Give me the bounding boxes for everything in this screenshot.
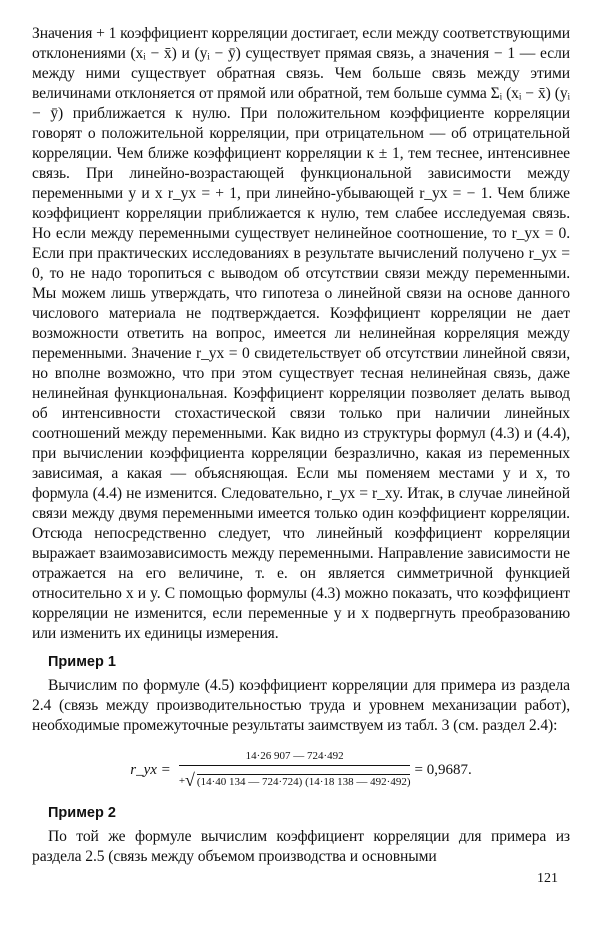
formula-fraction	[179, 750, 411, 791]
example-1-paragraph: Вычислим по формуле (4.5) коэффициент корреляции для примера из раздела 2.4 (связь между производительностью труда и уровнем механизации работ), необходимые промежуточные результаты заимствуем из табл. 3 (см. раздел 2.4):	[32, 677, 570, 734]
square-root-icon: √	[185, 770, 195, 790]
body-text	[32, 24, 570, 644]
page-number: 121	[537, 871, 558, 886]
correlation-formula	[32, 750, 570, 791]
example-1-heading: Пример 1	[48, 654, 116, 670]
example-2-paragraph: По той же формуле вычислим коэффициент корреляции для примера из раздела 2.5 (связь между объемом производства и основными	[32, 828, 570, 865]
formula-lhs: r_yx =	[130, 762, 171, 778]
formula-denominator	[179, 766, 411, 791]
example-1-text	[32, 676, 570, 736]
denominator-sign: +	[178, 774, 186, 787]
example-2-heading: Пример 2	[48, 805, 116, 821]
formula-radicand: (14·40 134 — 724·724) (14·18 138 — 492·492)	[196, 775, 411, 788]
example-2-text	[32, 827, 570, 867]
paragraph-correlation-explanation: Значения + 1 коэффициент корреляции достигает, если между соответствующими отклонениями (xᵢ − x̄) и (yᵢ − ȳ) существует прямая связь, а значения − 1 — если между ними существует обратная связь. Чем больше связь между этими величинами отклоняется от прямой или обратной, тем больше сумма Σᵢ (xᵢ − x̄) (yᵢ − ȳ) приближается к нулю. При положительном коэффициенте корреляции говорят о положительной корреляции, при отрицательном — об отрицательной корреляции. Чем ближе коэффициент корреляции к ± 1, тем теснее, интенсивнее связь. При линейно-возрастающей функциональной зависимости между переменными y и x r_yx = + 1, при линейно-убывающей r_yx = − 1. Чем ближе коэффициент корреляции приближается к нулю, тем слабее исследуемая связь. Но если между переменными существует нелинейное соотношение, то r_yx = 0. Если при практических исследованиях в результате вычислений получено r_yx = 0, то не надо торопиться с выводом об отсутствии связи между переменными. Мы можем лишь утверждать, что гипотеза о линейной связи на основе данного числового материала не подтверждается. Коэффициент корреляции не дает возможности ответить на вопрос, имеется ли нелинейная корреляция между переменными. Значение r_yx = 0 свидетельствует об отсутствии линейной связи, но вполне возможно, что при этом существует тесная нелинейная связь, даже нелинейная функциональная. Коэффициент корреляции позволяет делать вывод об интенсивности стохастической связи только при наличии линейных соотношений между переменными. Как видно из структуры формул (4.3) и (4.4), при вычислении коэффициента корреляции безразлично, какая из переменных зависимая, а какая — объясняющая. Если мы поменяем местами y и x, то формула (4.4) не изменится. Следовательно, r_yx = r_xy. Итак, в случае линейной связи между двумя переменными имеется только один коэффициент корреляции. Отсюда непосредственно следует, что линейный коэффициент корреляции выражает взаимозависимость между переменными. Направление зависимости не отражается на его величине, т. е. он является симметричной функцией относительно x и y. С помощью формулы (4.3) можно показать, что коэффициент корреляции не изменится, если переменные y и x подвергнуть преобразованию или изменить их единицы измерения.	[32, 25, 570, 642]
formula-result: = 0,9687.	[414, 762, 472, 778]
formula-numerator: 14·26 907 — 724·492	[245, 750, 344, 762]
